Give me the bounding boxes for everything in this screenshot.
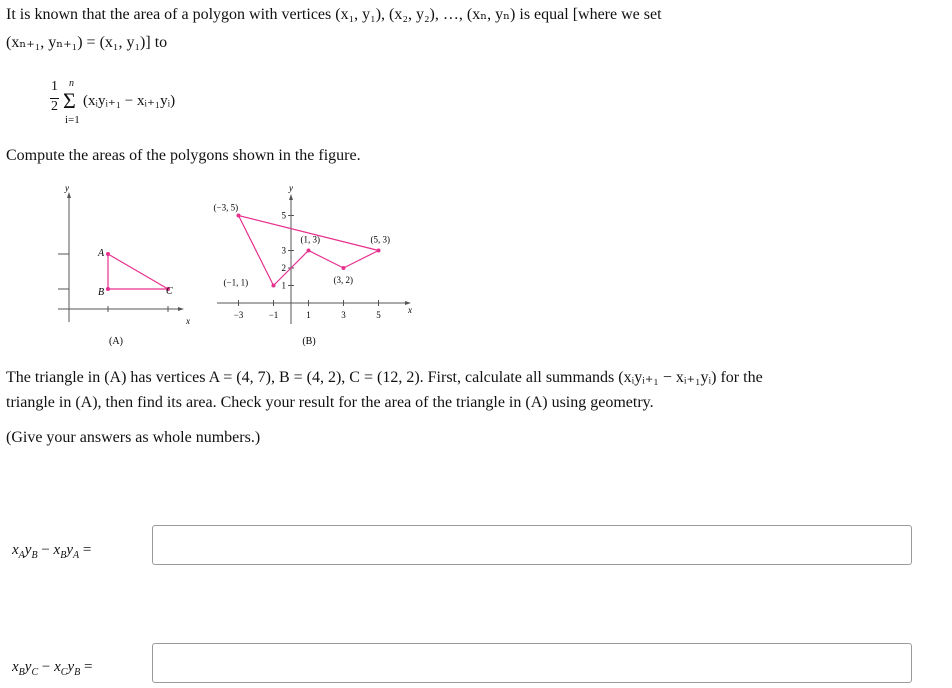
sum-upper-limit: n bbox=[69, 78, 74, 89]
triangle-abc bbox=[108, 254, 168, 289]
figure-b-caption: (B) bbox=[302, 336, 316, 347]
x-tick-label: 3 bbox=[341, 310, 346, 320]
instruction-text: Compute the areas of the polygons shown in the figure. bbox=[6, 147, 361, 164]
polygon-b-vertex bbox=[342, 266, 346, 270]
figure-a-y-label: y bbox=[65, 183, 69, 193]
x-tick-label: −3 bbox=[233, 310, 244, 320]
intro-line-2: (xₙ₊₁, yₙ₊₁) = (x₁, y₁)] to bbox=[6, 34, 168, 51]
figure-b-y-label: y bbox=[289, 183, 293, 193]
answer-1-input[interactable] bbox=[152, 525, 912, 565]
answer-2-input[interactable] bbox=[152, 643, 912, 683]
sum-summand: (xᵢyᵢ₊₁ − xᵢ₊₁yᵢ) bbox=[83, 93, 176, 109]
answer-2-label: $x_By_C - x_Cy_B$ = bbox=[12, 659, 93, 678]
figure-a-x-arrow-icon bbox=[178, 307, 184, 311]
polygon-b-vertex bbox=[307, 249, 311, 253]
x-tick-label: 1 bbox=[306, 310, 311, 320]
vertex-a-label: A bbox=[98, 248, 105, 259]
x-tick-label: 5 bbox=[376, 310, 381, 320]
figure-a-caption: (A) bbox=[109, 336, 123, 347]
y-tick-label: 1 bbox=[281, 280, 286, 291]
vertex-coordinate-label: (1, 3) bbox=[300, 234, 320, 245]
polygon-b-vertex bbox=[272, 284, 276, 288]
problem-line-2: triangle in (A), then find its area. Check your result for the area of the triangle in (A) using geometry. bbox=[6, 394, 654, 411]
intro-line-1: It is known that the area of a polygon with vertices (x₁, y₁), (x₂, y₂), …, (xₙ, yₙ) is equal [where we set bbox=[6, 6, 662, 23]
sigma-icon: Σ bbox=[63, 88, 76, 113]
problem-line-1: The triangle in (A) has vertices A = (4, 7), B = (4, 2), C = (12, 2). First, calculate all summands (xᵢyᵢ₊₁ − xᵢ₊₁yᵢ) for the bbox=[6, 369, 763, 386]
area-formula bbox=[50, 74, 270, 130]
polygon-b-vertex bbox=[377, 249, 381, 253]
y-tick-label: 5 bbox=[281, 210, 286, 221]
vertex-b-label: B bbox=[98, 287, 105, 298]
vertex-coordinate-label: (−3, 5) bbox=[213, 202, 239, 213]
figure-b-x-label: x bbox=[408, 305, 412, 315]
y-tick-label: 2 bbox=[281, 263, 286, 273]
polygon-b-vertex bbox=[237, 214, 241, 218]
figure-a bbox=[40, 182, 190, 352]
x-tick-label: −1 bbox=[268, 310, 279, 320]
figure-b-y-arrow-icon bbox=[289, 194, 293, 200]
vertex-c-label: C bbox=[166, 286, 173, 297]
vertex-coordinate-label: (5, 3) bbox=[370, 234, 390, 245]
answer-1-label: $x_Ay_B - x_By_A$ = bbox=[12, 542, 92, 561]
y-tick-label: 3 bbox=[281, 245, 286, 256]
figure-b bbox=[205, 182, 415, 352]
vertex-a bbox=[106, 252, 110, 256]
sum-lower-limit: i=1 bbox=[65, 114, 80, 126]
figure-a-x-label: x bbox=[186, 316, 190, 326]
vertex-b bbox=[106, 287, 110, 291]
formula-denominator: 2 bbox=[51, 99, 58, 114]
vertex-coordinate-label: (3, 2) bbox=[333, 275, 353, 285]
vertex-coordinate-label: (−1, 1) bbox=[223, 277, 249, 288]
formula-numerator: 1 bbox=[51, 79, 58, 94]
problem-note: (Give your answers as whole numbers.) bbox=[6, 429, 261, 446]
